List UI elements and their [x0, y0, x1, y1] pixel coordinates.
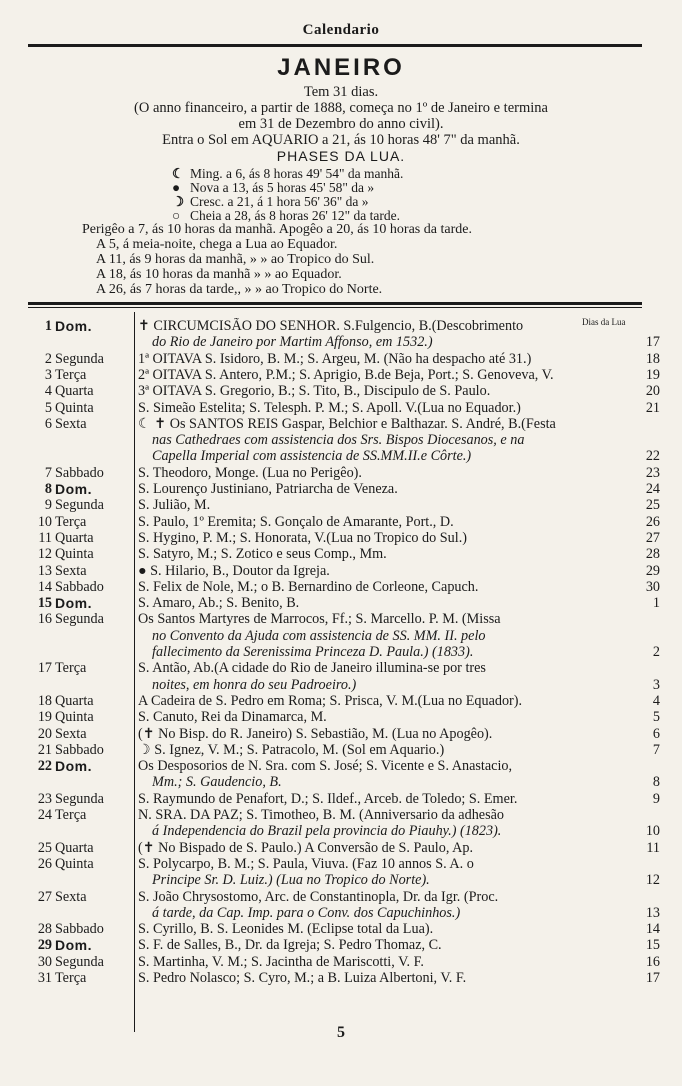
- saint-text: S. Satyro, M.; S. Zotico e seus Comp., Mm.: [138, 546, 387, 563]
- moon-age: 19: [645, 366, 660, 383]
- saint-text: S. Simeão Estelita; S. Telesph. P. M.; S. Apoll. V.(Lua no Equador.): [138, 399, 521, 416]
- saint-text: noites, em honra do seu Padroeiro.): [152, 676, 357, 693]
- weekday: Quinta: [55, 546, 94, 563]
- day-number: 27: [37, 888, 52, 905]
- moon-position-line: A 18, ás 10 horas da manhã » » ao Equador.: [96, 267, 342, 282]
- day-number: 24: [37, 807, 52, 823]
- saint-text: S. Paulo, 1º Eremita; S. Gonçalo de Amarante, Port., D.: [138, 513, 454, 530]
- moon-age: 21: [645, 399, 660, 416]
- sun-entry-line: Entra o Sol em AQUARIO a 21, ás 10 horas 48' 7" da manhã.: [162, 132, 520, 148]
- weekday: Segunda: [55, 497, 104, 514]
- weekday: Terça: [55, 807, 87, 823]
- day-number: 18: [37, 692, 52, 709]
- weekday: Quinta: [55, 709, 94, 726]
- saint-text: ✝ CIRCUMCISÃO DO SENHOR. S.Fulgencio, B.(Descobrimento: [138, 318, 524, 334]
- table-row: [0, 579, 682, 595]
- weekday: Sabbado: [55, 741, 104, 758]
- saint-text: á tarde, da Cap. Imp. para o Conv. dos Capuchinhos.): [152, 904, 461, 921]
- weekday: Sabbado: [55, 464, 104, 481]
- table-row: [0, 970, 682, 986]
- table-row: [0, 367, 682, 383]
- weekday: Sabbado: [55, 578, 104, 595]
- moon-age: 29: [645, 562, 660, 579]
- weekday: Quarta: [55, 692, 94, 709]
- day-number: 12: [37, 546, 52, 563]
- day-number: 17: [37, 660, 52, 677]
- moon-position-line: A 11, ás 9 horas da manhã, » » ao Tropico do Sul.: [96, 252, 375, 267]
- moon-age: 12: [645, 872, 660, 889]
- table-row: [0, 954, 682, 970]
- day-number: 15: [37, 595, 52, 612]
- weekday: Segunda: [55, 953, 104, 970]
- weekday: Sexta: [55, 888, 87, 905]
- saint-text: A Cadeira de S. Pedro em Roma; S. Prisca, V. M.(Lua no Equador).: [138, 692, 523, 709]
- table-row: [0, 921, 682, 937]
- moon-age: 1: [652, 595, 660, 612]
- table-row: [0, 383, 682, 399]
- table-top-rule-thin: [28, 307, 642, 308]
- saint-text: (✝ No Bisp. do R. Janeiro) S. Sebastião, M. (Lua no Apogêo).: [138, 725, 493, 742]
- day-number: 16: [37, 611, 52, 628]
- saint-text: S. Antão, Ab.(A cidade do Rio de Janeiro illumina-se por tres: [138, 660, 486, 677]
- table-row: [0, 840, 682, 856]
- weekday: Quarta: [55, 529, 94, 546]
- saint-text: S. Julião, M.: [138, 497, 211, 514]
- weekday: Segunda: [55, 790, 104, 807]
- weekday: Sabbado: [55, 921, 104, 938]
- weekday: Terça: [55, 513, 87, 530]
- running-head: Calendario: [302, 22, 380, 38]
- day-number: 2: [44, 350, 52, 367]
- phase-text: Nova a 13, ás 5 horas 45' 58" da »: [190, 180, 375, 195]
- saint-text: S. Theodoro, Monge. (Lua no Perigêo).: [138, 464, 362, 481]
- saint-text: ☾ ✝ Os SANTOS REIS Gaspar, Belchior e Balthazar. S. André, B.(Festa: [138, 415, 556, 432]
- fiscal-line-1: (O anno financeiro, a partir de 1888, começa no 1º de Janeiro e termina: [134, 100, 548, 116]
- day-number: 20: [37, 725, 52, 742]
- day-number: 3: [44, 366, 52, 383]
- table-row: [0, 742, 682, 758]
- days-line: Tem 31 dias.: [303, 84, 379, 100]
- moon-age: 25: [645, 497, 660, 514]
- moon-age: 7: [652, 741, 660, 758]
- weekday: Segunda: [55, 350, 104, 367]
- moon-age: 8: [652, 774, 660, 791]
- phases-title: PHASES DA LUA.: [276, 148, 406, 164]
- month-title: JANEIRO: [277, 54, 405, 81]
- saint-text: S. Martinha, V. M.; S. Jacintha de Mariscotti, V. F.: [138, 953, 424, 970]
- moon-age: 10: [645, 823, 660, 840]
- weekday: Dom.: [55, 318, 92, 334]
- saint-text: Mm.; S. Gaudencio, B.: [152, 774, 282, 791]
- weekday: Quinta: [55, 399, 94, 416]
- saint-text: á Independencia do Brazil pela provincia do Piauhy.) (1823).: [152, 823, 502, 840]
- table-row: [0, 758, 682, 791]
- moon-age: 18: [645, 350, 660, 367]
- page-number: 5: [337, 1024, 345, 1041]
- table-row: [0, 693, 682, 709]
- moon-first-quarter-icon: ☽: [172, 194, 185, 209]
- saint-text: S. Cyrillo, B. S. Leonides M. (Eclipse total da Lua).: [138, 921, 434, 938]
- phase-text: Cresc. a 21, á 1 hora 56' 36" da »: [190, 194, 369, 209]
- table-row: [0, 889, 682, 922]
- moon-age: 2: [652, 643, 660, 660]
- saint-text: S. Felix de Nole, M.; o B. Bernardino de Corleone, Capuch.: [138, 578, 479, 595]
- moon-age: 3: [652, 676, 660, 693]
- moon-new-icon: ●: [172, 180, 181, 195]
- moon-age: 26: [645, 513, 660, 530]
- day-number: 26: [37, 855, 52, 872]
- moon-age: 20: [645, 383, 660, 400]
- day-number: 4: [44, 383, 52, 400]
- moon-age: 17: [645, 334, 660, 351]
- day-number: 31: [37, 970, 52, 986]
- moon-age: 6: [652, 725, 660, 742]
- moon-position-line: A 5, á meia-noite, chega a Lua ao Equador.: [96, 237, 338, 252]
- day-number: 11: [38, 529, 52, 546]
- table-row: [0, 497, 682, 513]
- moon-last-quarter-icon: ☾: [172, 166, 185, 181]
- day-number: 29: [37, 937, 52, 954]
- weekday: Sexta: [55, 725, 87, 742]
- phase-text: Cheia a 28, ás 8 horas 26' 12" da tarde.: [190, 208, 401, 223]
- table-row: [0, 660, 682, 693]
- saint-text: S. Canuto, Rei da Dinamarca, M.: [138, 709, 327, 726]
- table-top-rule: [28, 302, 642, 305]
- weekday: Sexta: [55, 562, 87, 579]
- saint-text: N. SRA. DA PAZ; S. Timotheo, B. M. (Anniversario da adhesão: [138, 807, 504, 823]
- saint-text: fallecimento da Serenissima Princeza D. Paula.) (1833).: [152, 643, 474, 660]
- saint-text: (✝ No Bispado de S. Paulo.) A Conversão de S. Paulo, Ap.: [138, 839, 474, 856]
- saint-text: do Rio de Janeiro por Martim Affonso, em 1532.): [152, 334, 433, 351]
- saint-text: S. Pedro Nolasco; S. Cyro, M.; a B. Luiza Albertoni, V. F.: [138, 970, 467, 986]
- table-row: [0, 611, 682, 660]
- table-row: [0, 481, 682, 497]
- moon-age: 9: [652, 790, 660, 807]
- table-row: [0, 807, 682, 840]
- saint-text: Principe Sr. D. Luiz.) (Lua no Tropico do Norte).: [152, 872, 430, 889]
- day-number: 9: [44, 497, 52, 514]
- weekday: Terça: [55, 970, 87, 986]
- saint-text: S. F. de Salles, B., Dr. da Igreja; S. Pedro Thomaz, C.: [138, 937, 442, 954]
- saint-text: 1ª OITAVA S. Isidoro, B. M.; S. Argeu, M. (Não ha despacho até 31.): [138, 350, 532, 367]
- day-number: 8: [44, 481, 52, 497]
- saint-text: no Convento da Ajuda com assistencia de SS. MM. II. pelo: [152, 627, 486, 644]
- moon-age: 24: [645, 481, 660, 497]
- perigee-line: Perigêo a 7, ás 10 horas da manhã. Apogêo a 20, ás 10 horas da tarde.: [82, 222, 472, 237]
- day-number: 6: [44, 415, 52, 432]
- day-number: 13: [37, 562, 52, 579]
- moon-age-header: Dias da Lua: [582, 317, 626, 327]
- saint-text: ● S. Hilario, B., Doutor da Igreja.: [138, 562, 330, 579]
- moon-age: 14: [645, 921, 660, 938]
- day-number: 23: [37, 790, 52, 807]
- table-row: [0, 726, 682, 742]
- table-row: [0, 595, 682, 611]
- saint-text: S. João Chrysostomo, Arc. de Constantinopla, Dr. da Igr. (Proc.: [138, 888, 499, 905]
- table-row: [0, 856, 682, 889]
- weekday: Dom.: [55, 758, 92, 775]
- table-row: [0, 791, 682, 807]
- weekday: Dom.: [55, 595, 92, 612]
- weekday: Dom.: [55, 481, 92, 497]
- day-number: 5: [44, 399, 52, 416]
- moon-age: 30: [645, 578, 660, 595]
- day-number: 19: [37, 709, 52, 726]
- moon-position-line: A 26, ás 7 horas da tarde,, » » ao Tropico do Norte.: [96, 282, 383, 297]
- saint-text: S. Raymundo de Penafort, D.; S. Ildef., Arceb. de Toledo; S. Emer.: [138, 790, 518, 807]
- header-rule: [28, 44, 642, 47]
- saint-text: nas Cathedraes com assistencia dos Srs. Bispos Diocesanos, e na: [152, 432, 525, 449]
- moon-full-icon: ○: [172, 208, 181, 223]
- table-row: [0, 709, 682, 725]
- table-row: [0, 563, 682, 579]
- moon-age: 27: [645, 529, 660, 546]
- day-number: 7: [44, 464, 52, 481]
- table-row: [0, 400, 682, 416]
- saint-text: Os Santos Martyres de Marrocos, Ff.; S. Marcello. P. M. (Missa: [138, 611, 501, 628]
- moon-age: 22: [645, 448, 660, 465]
- day-number: 22: [37, 758, 52, 775]
- saint-text: S. Lourenço Justiniano, Patriarcha de Veneza.: [138, 481, 398, 497]
- table-row: [0, 416, 682, 465]
- weekday: Terça: [55, 366, 87, 383]
- saint-text: S. Polycarpo, B. M.; S. Paula, Viuva. (Faz 10 annos S. A. o: [138, 855, 474, 872]
- day-number: 30: [37, 953, 52, 970]
- table-row: [0, 351, 682, 367]
- weekday: Sexta: [55, 415, 87, 432]
- fiscal-line-2: em 31 de Dezembro do anno civil).: [238, 116, 444, 132]
- moon-age: 5: [652, 709, 660, 726]
- weekday: Segunda: [55, 611, 104, 628]
- weekday: Quarta: [55, 839, 94, 856]
- table-row: [0, 514, 682, 530]
- saint-text: S. Hygino, P. M.; S. Honorata, V.(Lua no Tropico do Sul.): [138, 529, 467, 546]
- moon-age: 11: [646, 839, 660, 856]
- weekday: Quarta: [55, 383, 94, 400]
- saint-text: S. Amaro, Ab.; S. Benito, B.: [138, 595, 300, 612]
- table-row: [0, 530, 682, 546]
- day-number: 1: [44, 318, 52, 334]
- table-row: [0, 937, 682, 953]
- moon-age: 13: [645, 904, 660, 921]
- saint-text: ☽ S. Ignez, V. M.; S. Patracolo, M. (Sol em Aquario.): [138, 741, 445, 758]
- moon-age: 23: [645, 464, 660, 481]
- saint-text: 3ª OITAVA S. Gregorio, B.; S. Tito, B., Discipulo de S. Paulo.: [138, 383, 491, 400]
- day-number: 28: [37, 921, 52, 938]
- moon-age: 15: [645, 937, 660, 954]
- day-number: 14: [37, 578, 52, 595]
- day-number: 10: [37, 513, 52, 530]
- day-number: 25: [37, 839, 52, 856]
- weekday: Dom.: [55, 937, 92, 954]
- moon-age: 16: [645, 953, 660, 970]
- table-row: [0, 546, 682, 562]
- saint-text: Os Desposorios de N. Sra. com S. José; S. Vicente e S. Anastacio,: [138, 758, 513, 775]
- moon-age: 4: [652, 692, 660, 709]
- saint-text: Capella Imperial com assistencia de SS.MM.II.e Côrte.): [152, 448, 472, 465]
- day-number: 21: [37, 741, 52, 758]
- moon-age: 28: [645, 546, 660, 563]
- weekday: Terça: [55, 660, 87, 677]
- weekday: Quinta: [55, 855, 94, 872]
- moon-age: 17: [645, 970, 660, 986]
- phase-text: Ming. a 6, ás 8 horas 49' 54" da manhã.: [190, 166, 404, 181]
- saint-text: 2ª OITAVA S. Antero, P.M.; S. Aprigio, B.de Beja, Port.; S. Genoveva, V.: [138, 366, 554, 383]
- table-row: [0, 465, 682, 481]
- table-row: [0, 318, 682, 351]
